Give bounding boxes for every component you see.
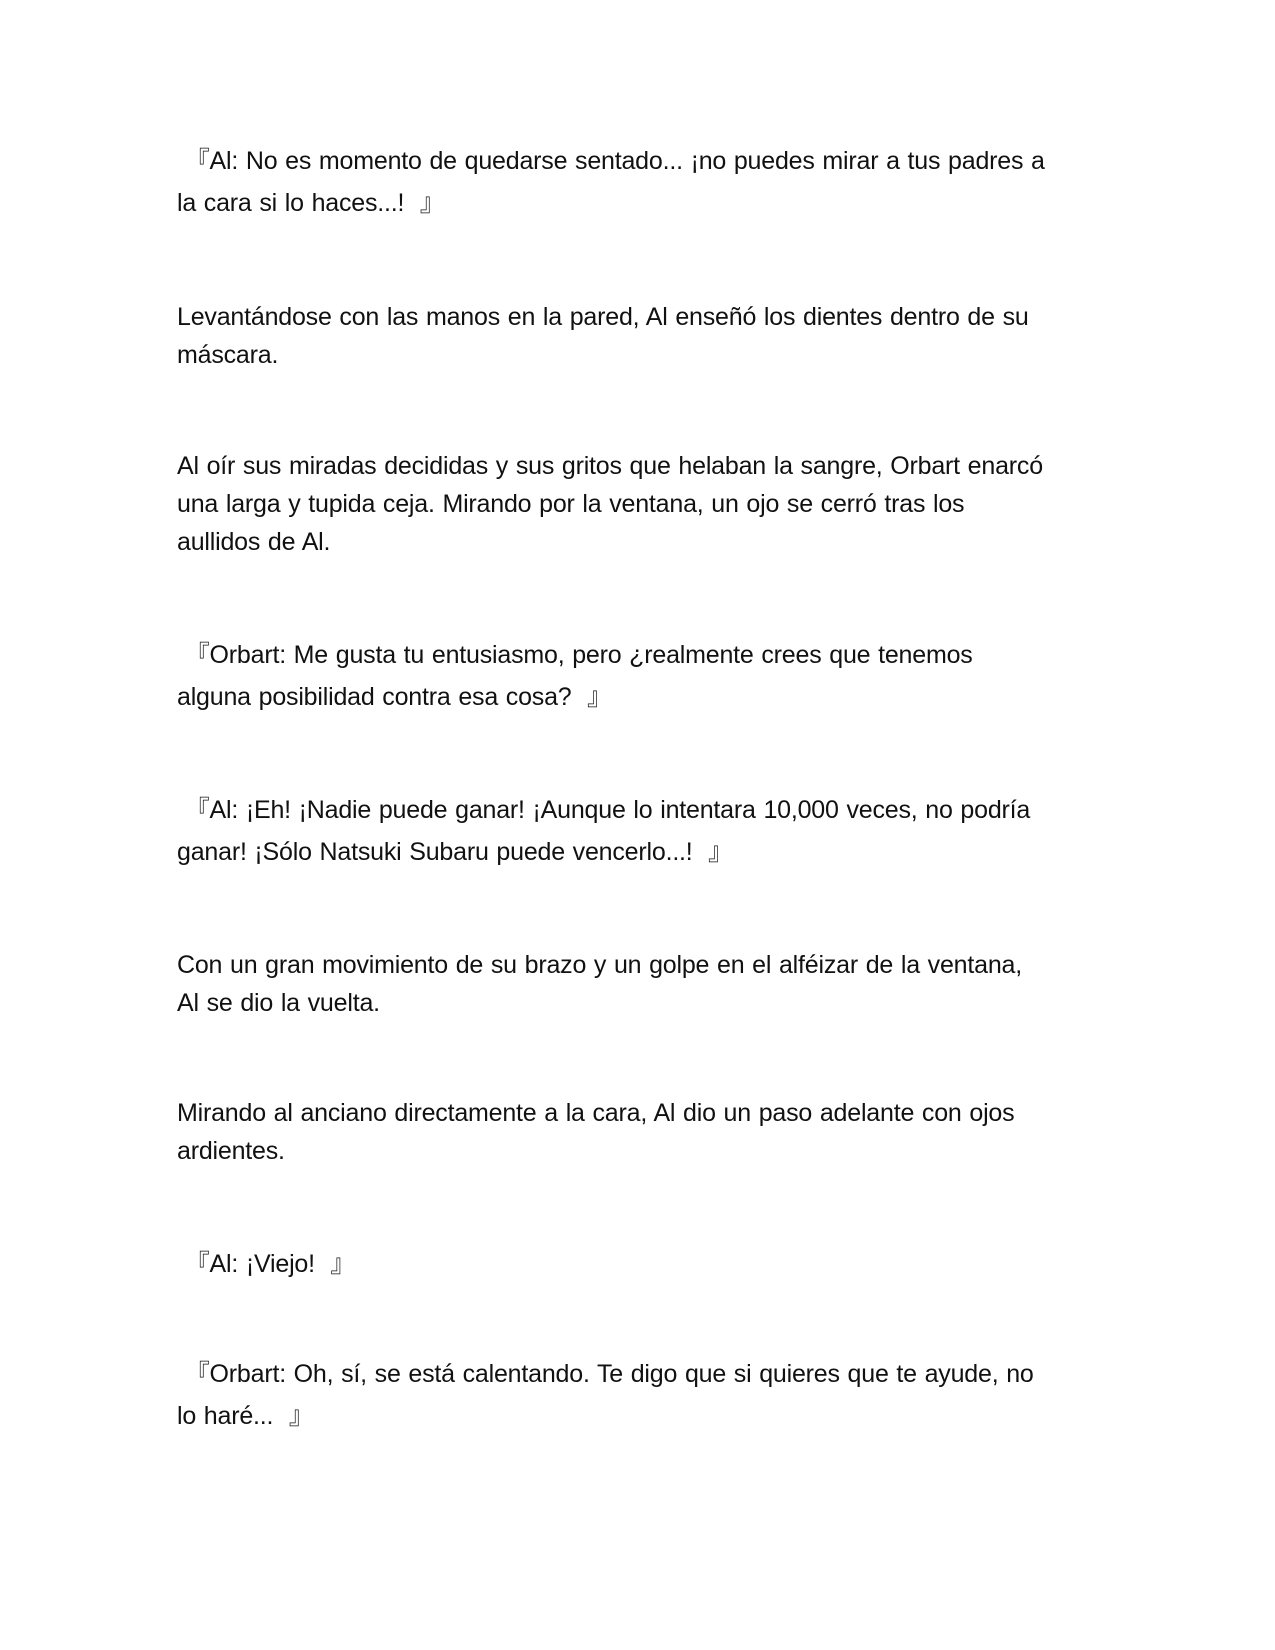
text-line: Levantándose con las manos en la pared, Al enseñó los dientes dentro de su [177, 303, 1029, 331]
narration-paragraph [177, 447, 1107, 561]
narration-paragraph [177, 1094, 1107, 1170]
text-line: lo haré... 』 [177, 1402, 314, 1430]
text-line: Con un gran movimiento de su brazo y un golpe en el alféizar de la ventana, [177, 951, 1022, 979]
dialogue-paragraph [177, 1243, 1107, 1285]
text-line: Mirando al anciano directamente a la cara, Al dio un paso adelante con ojos [177, 1099, 1015, 1127]
text-line: alguna posibilidad contra esa cosa? 』 [177, 683, 612, 711]
text-line: Al se dio la vuelta. [177, 989, 380, 1017]
text-line: Al oír sus miradas decididas y sus gritos que helaban la sangre, Orbart enarcó [177, 452, 1043, 480]
dialogue-paragraph [177, 140, 1107, 224]
text-line: máscara. [177, 341, 279, 369]
text-line: 『Orbart: Me gusta tu entusiasmo, pero ¿realmente crees que tenemos [177, 641, 973, 669]
text-line: 『Al: ¡Viejo! 』 [177, 1250, 356, 1278]
text-line: ardientes. [177, 1137, 285, 1165]
text-line: la cara si lo haces...! 』 [177, 189, 445, 217]
narration-paragraph [177, 298, 1107, 374]
text-line: una larga y tupida ceja. Mirando por la ventana, un ojo se cerró tras los [177, 490, 965, 518]
dialogue-paragraph [177, 634, 1107, 718]
text-line: 『Al: ¡Eh! ¡Nadie puede ganar! ¡Aunque lo intentara 10,000 veces, no podría [177, 796, 1031, 824]
text-line: ganar! ¡Sólo Natsuki Subaru puede vencerlo...! 』 [177, 838, 733, 866]
text-line: 『Orbart: Oh, sí, se está calentando. Te digo que si quieres que te ayude, no [177, 1360, 1034, 1388]
text-line: aullidos de Al. [177, 528, 331, 556]
dialogue-paragraph [177, 789, 1107, 873]
text-line: 『Al: No es momento de quedarse sentado... ¡no puedes mirar a tus padres a [177, 147, 1045, 175]
dialogue-paragraph [177, 1353, 1107, 1437]
narration-paragraph [177, 946, 1107, 1022]
